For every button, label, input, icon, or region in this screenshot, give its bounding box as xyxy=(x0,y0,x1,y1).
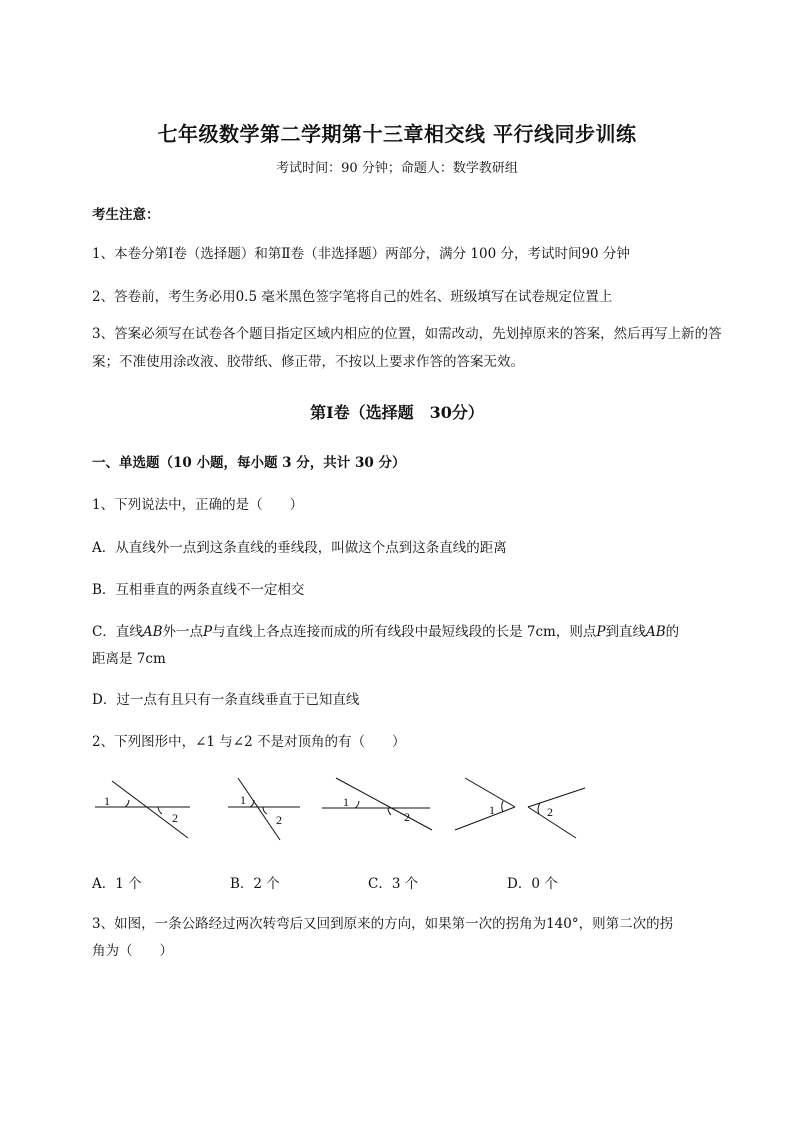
page-title: 七年级数学第二学期第十三章相交线 平行线同步训练 xyxy=(157,122,637,146)
question-2-option-d: D．0 个 xyxy=(507,876,558,892)
section-title: 第Ⅰ卷（选择题 30分） xyxy=(310,403,484,422)
notice-item-2: 2、答卷前，考生务必用0.5 毫米黑色签字笔将自己的姓名、班级填写在试卷规定位置上 xyxy=(92,289,613,305)
line-ab-label: AB xyxy=(645,624,666,640)
angle-1-label: 1 xyxy=(489,803,495,817)
angle-2-label: 2 xyxy=(172,811,178,825)
point-p-label: P xyxy=(203,624,213,640)
question-3-stem: 3、如图，一条公路经过两次转弯后又回到原来的方向，如果第一次的拐角为140°，则第二次的拐 xyxy=(92,916,674,932)
question-1-option-b: B．互相垂直的两条直线不一定相交 xyxy=(92,582,305,598)
figure-1-vertical-angles xyxy=(95,781,190,838)
figure-3-vertical-angles xyxy=(322,778,432,830)
question-2-option-c: C．3 个 xyxy=(368,876,419,892)
question-1-option-c-continued: 距离是 7cm xyxy=(92,651,166,667)
line-ab-label: AB xyxy=(142,624,163,640)
page-subtitle: 考试时间：90 分钟；命题人：数学教研组 xyxy=(276,161,518,176)
angle-2-label: 2 xyxy=(404,810,410,824)
question-2-option-a: A．1 个 xyxy=(92,876,142,892)
question-2-stem: 2、下列图形中，∠1 与∠2 不是对顶角的有（ ） xyxy=(92,734,406,750)
question-3-stem-continued: 角为（ ） xyxy=(92,943,173,959)
question-1-option-d: D．过一点有且只有一条直线垂直于已知直线 xyxy=(92,692,360,708)
notice-item-3: 3、答案必须写在试卷各个题目指定区域内相应的位置，如需改动，先划掉原来的答案，然后再写上新的答案；不准使用涂改液、胶带纸、修正带，不按以上要求作答的答案无效。 xyxy=(92,326,722,370)
figure-2-vertical-angles xyxy=(228,778,300,840)
part-heading: 一、单选题（10 小题，每小题 3 分，共计 30 分） xyxy=(92,455,406,471)
question-1-stem: 1、下列说法中，正确的是（ ） xyxy=(92,497,304,513)
angle-1-label: 1 xyxy=(104,794,110,808)
figure-4-angles xyxy=(455,778,585,838)
angle-1-label: 1 xyxy=(240,793,246,807)
notice-item-1: 1、本卷分第Ⅰ卷（选择题）和第Ⅱ卷（非选择题）两部分，满分 100 分，考试时间90 分钟 xyxy=(92,246,630,262)
question-2-option-b: B．2 个 xyxy=(230,876,280,892)
question-1-option-c: C．直线AB外一点P与直线上各点连接而成的所有线段中最短线段的长是 7cm，则点P到直线AB的 xyxy=(92,624,680,640)
point-p-label: P xyxy=(596,624,606,640)
angle-2-label: 2 xyxy=(547,805,553,819)
angle-2-label: 2 xyxy=(276,813,282,827)
angle-figures xyxy=(0,770,794,845)
question-1-option-a: A．从直线外一点到这条直线的垂线段，叫做这个点到这条直线的距离 xyxy=(92,540,507,556)
notice-heading: 考生注意： xyxy=(92,207,160,223)
angle-1-label: 1 xyxy=(343,795,349,809)
